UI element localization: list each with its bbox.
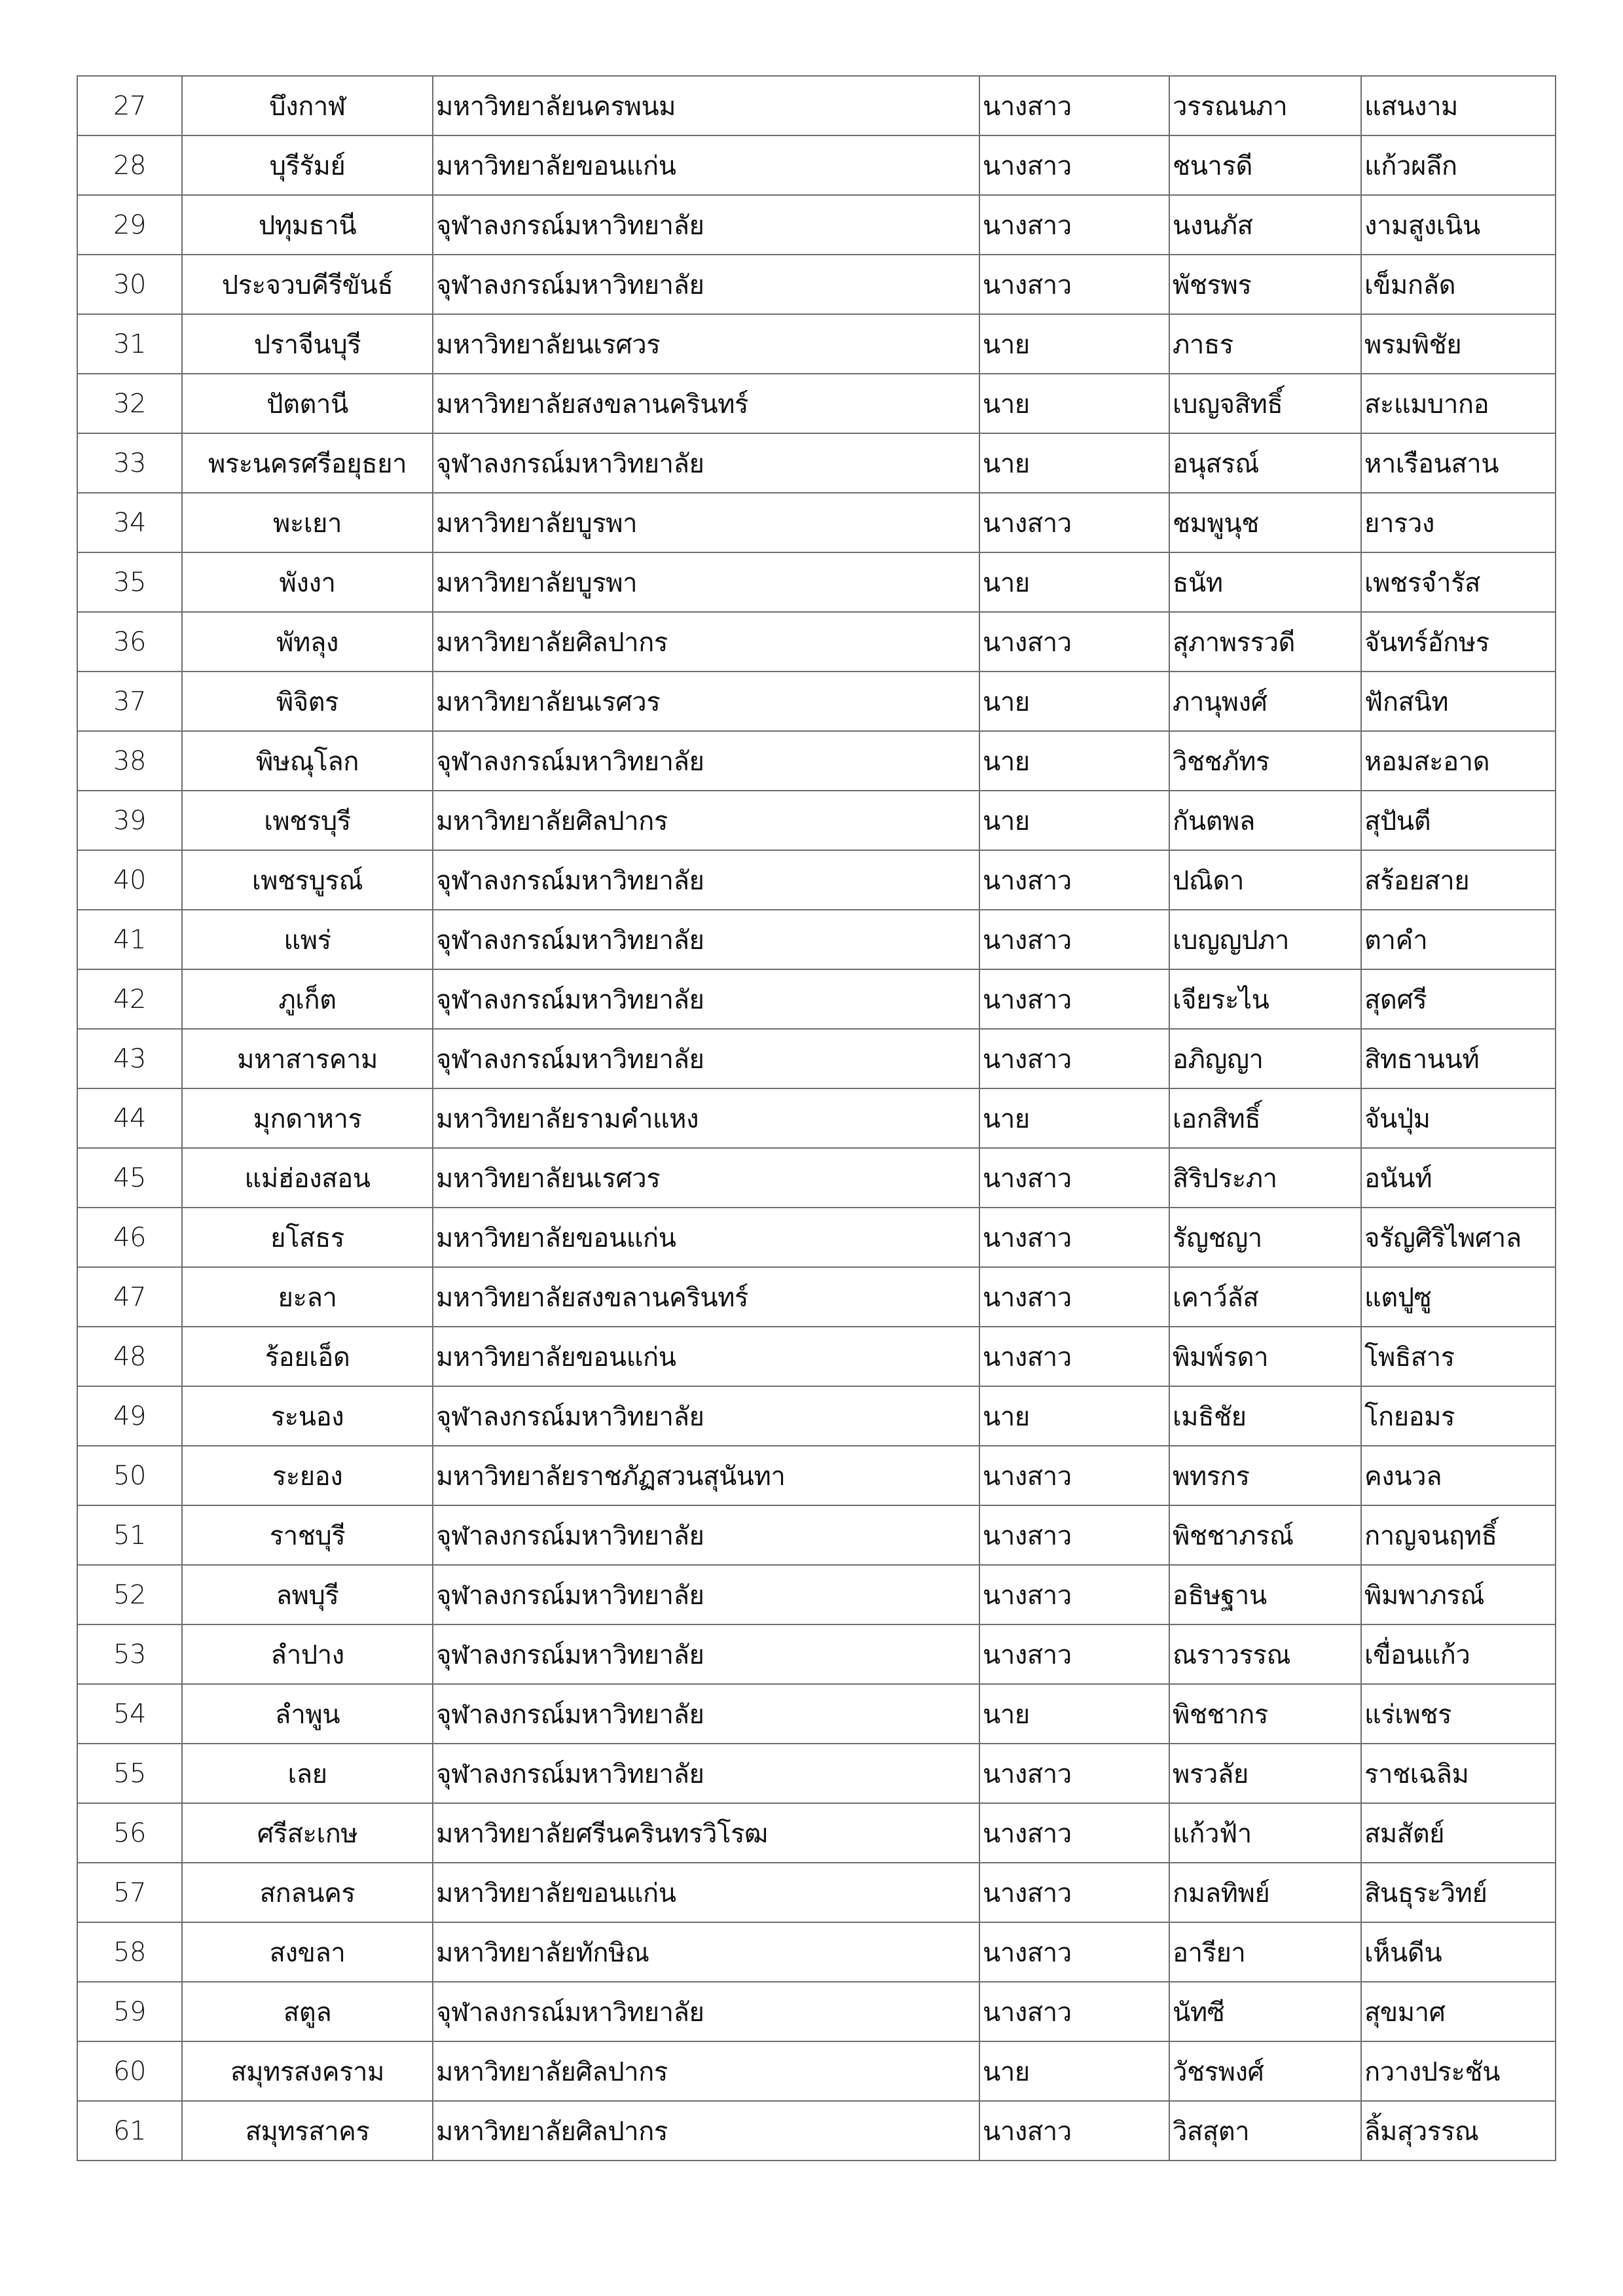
table-row [77,969,1556,1029]
cell-number: 30 [77,255,182,314]
table-row [77,1803,1556,1863]
cell-province: บึงกาฬ [182,76,433,135]
cell-title: นาย [979,672,1169,731]
table-row [77,1446,1556,1505]
cell-last-name: เพชรจำรัส [1361,552,1556,612]
cell-title: นางสาว [979,493,1169,552]
table-row [77,910,1556,969]
cell-province: พะเยา [182,493,433,552]
cell-university: มหาวิทยาลัยนเรศวร [433,1148,979,1208]
cell-last-name: พิมพาภรณ์ [1361,1565,1556,1624]
cell-university: มหาวิทยาลัยบูรพา [433,493,979,552]
cell-university: มหาวิทยาลัยสงขลานครินทร์ [433,374,979,433]
cell-university: มหาวิทยาลัยราชภัฏสวนสุนันทา [433,1446,979,1505]
cell-last-name: สินธุระวิทย์ [1361,1863,1556,1922]
cell-last-name: เขื่อนแก้ว [1361,1624,1556,1684]
cell-university: มหาวิทยาลัยสงขลานครินทร์ [433,1267,979,1327]
cell-last-name: สุดศรี [1361,969,1556,1029]
cell-province: ลำพูน [182,1684,433,1744]
cell-title: นางสาว [979,1922,1169,1982]
cell-number: 55 [77,1744,182,1803]
cell-last-name: จรัญศิริไพศาล [1361,1208,1556,1267]
cell-number: 57 [77,1863,182,1922]
cell-last-name: อนันท์ [1361,1148,1556,1208]
cell-province: พิจิตร [182,672,433,731]
table-row [77,1208,1556,1267]
cell-last-name: คงนวล [1361,1446,1556,1505]
table-row [77,1565,1556,1624]
table-row [77,255,1556,314]
cell-university: จุฬาลงกรณ์มหาวิทยาลัย [433,255,979,314]
cell-title: นาย [979,552,1169,612]
cell-title: นาย [979,374,1169,433]
cell-university: มหาวิทยาลัยขอนแก่น [433,1863,979,1922]
document-page [77,75,1555,2161]
cell-first-name: ชมพูนุช [1169,493,1361,552]
cell-province: แม่ฮ่องสอน [182,1148,433,1208]
cell-title: นางสาว [979,1208,1169,1267]
cell-first-name: เบญจสิทธิ์ [1169,374,1361,433]
table-row [77,2101,1556,2161]
cell-first-name: พรวลัย [1169,1744,1361,1803]
cell-number: 58 [77,1922,182,1982]
cell-province: ยโสธร [182,1208,433,1267]
table-row [77,612,1556,672]
cell-number: 33 [77,433,182,493]
cell-first-name: เบญญปภา [1169,910,1361,969]
cell-university: จุฬาลงกรณ์มหาวิทยาลัย [433,1684,979,1744]
table-row [77,314,1556,374]
cell-last-name: เข็มกลัด [1361,255,1556,314]
cell-first-name: พิมพ์รดา [1169,1327,1361,1386]
cell-province: ระนอง [182,1386,433,1446]
cell-title: นางสาว [979,195,1169,255]
cell-university: มหาวิทยาลัยศิลปากร [433,791,979,850]
cell-last-name: แตปูซู [1361,1267,1556,1327]
table-row [77,791,1556,850]
cell-last-name: หอมสะอาด [1361,731,1556,791]
cell-university: มหาวิทยาลัยขอนแก่น [433,1208,979,1267]
table-row [77,1029,1556,1088]
cell-university: จุฬาลงกรณ์มหาวิทยาลัย [433,1565,979,1624]
cell-university: จุฬาลงกรณ์มหาวิทยาลัย [433,195,979,255]
cell-province: พังงา [182,552,433,612]
cell-number: 27 [77,76,182,135]
cell-university: จุฬาลงกรณ์มหาวิทยาลัย [433,1505,979,1565]
cell-number: 32 [77,374,182,433]
cell-first-name: อธิษฐาน [1169,1565,1361,1624]
cell-title: นาย [979,433,1169,493]
cell-province: ร้อยเอ็ด [182,1327,433,1386]
cell-last-name: หาเรือนสาน [1361,433,1556,493]
cell-first-name: เคาว์ลัส [1169,1267,1361,1327]
table-row [77,433,1556,493]
table-row [77,552,1556,612]
cell-first-name: วรรณนภา [1169,76,1361,135]
cell-university: จุฬาลงกรณ์มหาวิทยาลัย [433,433,979,493]
cell-university: มหาวิทยาลัยศิลปากร [433,612,979,672]
cell-last-name: ลิ้มสุวรรณ [1361,2101,1556,2161]
table-row [77,1922,1556,1982]
cell-university: มหาวิทยาลัยขอนแก่น [433,135,979,195]
cell-province: ปทุมธานี [182,195,433,255]
cell-province: พัทลุง [182,612,433,672]
cell-province: มุกดาหาร [182,1088,433,1148]
cell-last-name: จันปุ่ม [1361,1088,1556,1148]
cell-last-name: สร้อยสาย [1361,850,1556,910]
cell-title: นางสาว [979,1803,1169,1863]
cell-province: สมุทรสาคร [182,2101,433,2161]
cell-number: 42 [77,969,182,1029]
cell-last-name: ตาคำ [1361,910,1556,969]
table-row [77,1684,1556,1744]
cell-last-name: กาญจนฤทธิ์ [1361,1505,1556,1565]
cell-title: นางสาว [979,969,1169,1029]
cell-province: สงขลา [182,1922,433,1982]
cell-title: นางสาว [979,1267,1169,1327]
cell-university: จุฬาลงกรณ์มหาวิทยาลัย [433,1386,979,1446]
cell-number: 49 [77,1386,182,1446]
cell-province: สมุทรสงคราม [182,2041,433,2101]
cell-last-name: แสนงาม [1361,76,1556,135]
cell-university: มหาวิทยาลัยนครพนม [433,76,979,135]
cell-province: ภูเก็ต [182,969,433,1029]
cell-university: มหาวิทยาลัยรามคำแหง [433,1088,979,1148]
cell-university: มหาวิทยาลัยนเรศวร [433,314,979,374]
cell-province: ปราจีนบุรี [182,314,433,374]
cell-university: มหาวิทยาลัยบูรพา [433,552,979,612]
cell-first-name: พิชชาภรณ์ [1169,1505,1361,1565]
table-row [77,1982,1556,2041]
cell-title: นาย [979,1088,1169,1148]
cell-province: พระนครศรีอยุธยา [182,433,433,493]
cell-title: นางสาว [979,612,1169,672]
table-row [77,76,1556,135]
cell-last-name: แก้วผลึก [1361,135,1556,195]
cell-province: ศรีสะเกษ [182,1803,433,1863]
cell-number: 39 [77,791,182,850]
cell-title: นาย [979,314,1169,374]
table-row [77,731,1556,791]
cell-number: 37 [77,672,182,731]
cell-number: 60 [77,2041,182,2101]
cell-province: ราชบุรี [182,1505,433,1565]
cell-province: สตูล [182,1982,433,2041]
cell-last-name: โกยอมร [1361,1386,1556,1446]
cell-number: 48 [77,1327,182,1386]
cell-first-name: รัญชญา [1169,1208,1361,1267]
cell-title: นางสาว [979,1624,1169,1684]
cell-title: นางสาว [979,1982,1169,2041]
cell-title: นางสาว [979,1505,1169,1565]
cell-first-name: อารียา [1169,1922,1361,1982]
cell-first-name: กมลทิพย์ [1169,1863,1361,1922]
cell-first-name: ณราวรรณ [1169,1624,1361,1684]
cell-last-name: แร่เพชร [1361,1684,1556,1744]
cell-title: นางสาว [979,76,1169,135]
table-row [77,1088,1556,1148]
table-row [77,195,1556,255]
cell-university: จุฬาลงกรณ์มหาวิทยาลัย [433,910,979,969]
cell-first-name: วัชรพงศ์ [1169,2041,1361,2101]
cell-province: ปัตตานี [182,374,433,433]
cell-title: นางสาว [979,850,1169,910]
cell-province: เพชรบูรณ์ [182,850,433,910]
cell-title: นาย [979,1386,1169,1446]
table-row [77,1744,1556,1803]
cell-number: 54 [77,1684,182,1744]
cell-number: 44 [77,1088,182,1148]
table-row [77,672,1556,731]
cell-university: จุฬาลงกรณ์มหาวิทยาลัย [433,1624,979,1684]
cell-last-name: โพธิสาร [1361,1327,1556,1386]
cell-number: 28 [77,135,182,195]
cell-title: นาย [979,791,1169,850]
table-row [77,135,1556,195]
cell-number: 51 [77,1505,182,1565]
cell-first-name: ภาธร [1169,314,1361,374]
cell-first-name: แก้วฟ้า [1169,1803,1361,1863]
table-row [77,1148,1556,1208]
cell-title: นางสาว [979,1744,1169,1803]
cell-province: ระยอง [182,1446,433,1505]
cell-university: จุฬาลงกรณ์มหาวิทยาลัย [433,1744,979,1803]
cell-number: 50 [77,1446,182,1505]
cell-first-name: สิริประภา [1169,1148,1361,1208]
cell-number: 46 [77,1208,182,1267]
cell-number: 41 [77,910,182,969]
table-row [77,850,1556,910]
cell-first-name: อภิญญา [1169,1029,1361,1088]
roster-table [77,75,1556,2161]
cell-last-name: เห็นดีน [1361,1922,1556,1982]
cell-title: นางสาว [979,1327,1169,1386]
cell-first-name: พทรกร [1169,1446,1361,1505]
cell-first-name: วิชชภัทร [1169,731,1361,791]
cell-last-name: จันทร์อักษร [1361,612,1556,672]
cell-province: มหาสารคาม [182,1029,433,1088]
cell-province: ลพบุรี [182,1565,433,1624]
cell-university: มหาวิทยาลัยทักษิณ [433,1922,979,1982]
cell-last-name: สิทธานนท์ [1361,1029,1556,1088]
table-row [77,1624,1556,1684]
cell-university: จุฬาลงกรณ์มหาวิทยาลัย [433,731,979,791]
cell-province: ลำปาง [182,1624,433,1684]
cell-first-name: กันตพล [1169,791,1361,850]
cell-university: มหาวิทยาลัยนเรศวร [433,672,979,731]
cell-first-name: ชนารดี [1169,135,1361,195]
cell-first-name: ธนัท [1169,552,1361,612]
roster-table-body [77,76,1556,2161]
cell-title: นางสาว [979,1863,1169,1922]
cell-last-name: พรมพิชัย [1361,314,1556,374]
cell-first-name: วิสสุตา [1169,2101,1361,2161]
cell-first-name: พัชรพร [1169,255,1361,314]
cell-university: จุฬาลงกรณ์มหาวิทยาลัย [433,850,979,910]
cell-university: จุฬาลงกรณ์มหาวิทยาลัย [433,1982,979,2041]
cell-number: 38 [77,731,182,791]
table-row [77,1505,1556,1565]
cell-number: 59 [77,1982,182,2041]
cell-number: 45 [77,1148,182,1208]
cell-title: นางสาว [979,2101,1169,2161]
cell-number: 40 [77,850,182,910]
cell-university: จุฬาลงกรณ์มหาวิทยาลัย [433,969,979,1029]
cell-last-name: สุปันตี [1361,791,1556,850]
cell-university: มหาวิทยาลัยศิลปากร [433,2041,979,2101]
cell-first-name: เอกสิทธิ์ [1169,1088,1361,1148]
table-row [77,493,1556,552]
cell-number: 35 [77,552,182,612]
cell-last-name: ฟักสนิท [1361,672,1556,731]
cell-province: บุรีรัมย์ [182,135,433,195]
cell-title: นาย [979,2041,1169,2101]
cell-number: 52 [77,1565,182,1624]
cell-title: นางสาว [979,1446,1169,1505]
cell-province: ประจวบคีรีขันธ์ [182,255,433,314]
cell-last-name: สมสัตย์ [1361,1803,1556,1863]
cell-first-name: เจียระไน [1169,969,1361,1029]
cell-title: นางสาว [979,1029,1169,1088]
cell-first-name: ภานุพงศ์ [1169,672,1361,731]
cell-title: นางสาว [979,1148,1169,1208]
cell-university: มหาวิทยาลัยศรีนครินทรวิโรฒ [433,1803,979,1863]
cell-title: นาย [979,1684,1169,1744]
cell-title: นางสาว [979,255,1169,314]
cell-province: ยะลา [182,1267,433,1327]
table-row [77,2041,1556,2101]
table-row [77,1267,1556,1327]
cell-number: 53 [77,1624,182,1684]
cell-number: 43 [77,1029,182,1088]
cell-number: 29 [77,195,182,255]
cell-first-name: พิชชากร [1169,1684,1361,1744]
cell-number: 34 [77,493,182,552]
cell-last-name: สะแมบากอ [1361,374,1556,433]
cell-university: จุฬาลงกรณ์มหาวิทยาลัย [433,1029,979,1088]
cell-last-name: ราชเฉลิม [1361,1744,1556,1803]
cell-province: เลย [182,1744,433,1803]
table-row [77,1386,1556,1446]
cell-number: 61 [77,2101,182,2161]
table-row [77,1863,1556,1922]
cell-first-name: ปณิดา [1169,850,1361,910]
cell-university: มหาวิทยาลัยศิลปากร [433,2101,979,2161]
cell-university: มหาวิทยาลัยขอนแก่น [433,1327,979,1386]
cell-title: นางสาว [979,135,1169,195]
cell-first-name: สุภาพรรวดี [1169,612,1361,672]
cell-province: สกลนคร [182,1863,433,1922]
cell-number: 31 [77,314,182,374]
cell-first-name: นงนภัส [1169,195,1361,255]
cell-title: นางสาว [979,1565,1169,1624]
cell-province: พิษณุโลก [182,731,433,791]
cell-last-name: ยารวง [1361,493,1556,552]
cell-first-name: เมธิชัย [1169,1386,1361,1446]
cell-last-name: สุขมาศ [1361,1982,1556,2041]
cell-number: 47 [77,1267,182,1327]
cell-number: 36 [77,612,182,672]
cell-title: นาย [979,731,1169,791]
cell-province: เพชรบุรี [182,791,433,850]
table-row [77,1327,1556,1386]
cell-number: 56 [77,1803,182,1863]
cell-first-name: อนุสรณ์ [1169,433,1361,493]
table-row [77,374,1556,433]
cell-first-name: นัทซี [1169,1982,1361,2041]
cell-last-name: กวางประชัน [1361,2041,1556,2101]
cell-title: นางสาว [979,910,1169,969]
cell-province: แพร่ [182,910,433,969]
cell-last-name: งามสูงเนิน [1361,195,1556,255]
